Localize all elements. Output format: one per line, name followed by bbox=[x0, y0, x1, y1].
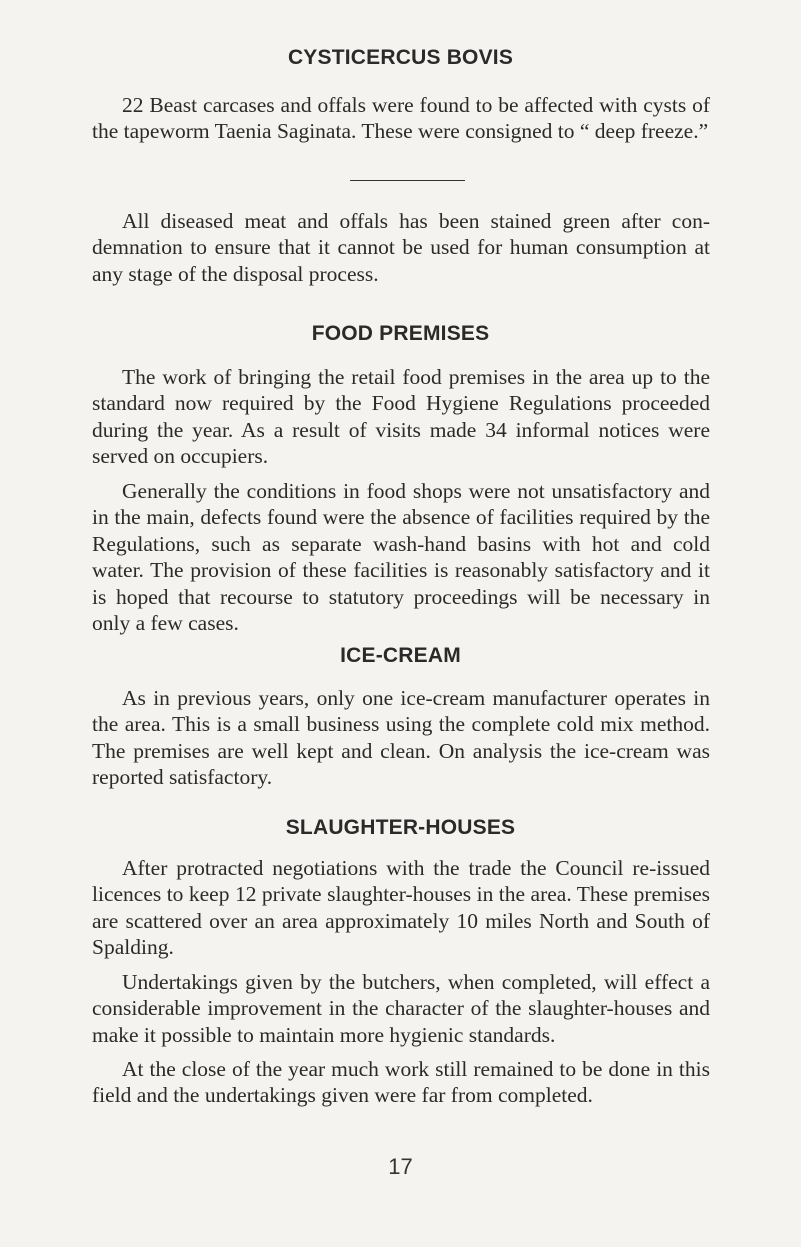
paragraph-slaughter-licences bbox=[92, 855, 710, 961]
paragraph-text: 22 Beast carcases and offals were found to be affected with cysts of the tapeworm Taenia Saginata. These were consigned to “ deep freeze.” bbox=[92, 93, 710, 144]
paragraph-text: All diseased meat and offals has been stained green after con-demnation to ensure that it cannot be used for human consumption at any stage of the disposal process. bbox=[92, 209, 710, 286]
heading-cysticercus-bovis: CYSTICERCUS BOVIS bbox=[287, 46, 514, 69]
paragraph-text: The work of bringing the retail food premises in the area up to the standard now required by the Food Hygiene Regulations proceeded during the year. As a result of visits made 34 informal notices were served on occupiers. bbox=[92, 365, 710, 469]
paragraph-text: After protracted negotiations with the trade the Council re-issued licences to keep 12 private slaughter-houses in the area. These premises are scattered over an area approximately 10 miles North and South of Spalding. bbox=[92, 856, 710, 960]
heading-slaughter-houses: SLAUGHTER-HOUSES bbox=[285, 816, 516, 839]
paragraph-diseased-meat bbox=[92, 208, 710, 287]
paragraph-year-end-work bbox=[92, 1056, 710, 1109]
paragraph-cysticercus-cases bbox=[92, 92, 710, 145]
heading-food-premises: FOOD PREMISES bbox=[311, 322, 490, 345]
paragraph-text: Generally the conditions in food shops were not unsatisfactory and in the main, defects found were the absence of facilities required by the Regulations, such as separate wash-hand basins with hot and cold water. The provision of these facilities is reasonably satisfactory and it is hoped that recourse to statutory proceedings will be necessary in only a few cases. bbox=[92, 479, 710, 636]
paragraph-butcher-undertakings bbox=[92, 969, 710, 1048]
paragraph-food-premises-work bbox=[92, 364, 710, 470]
heading-ice-cream: ICE-CREAM bbox=[340, 644, 461, 667]
paragraph-text: As in previous years, only one ice-cream manufacturer operates in the area. This is a small business using the complete cold mix method. The premises are well kept and clean. On analysis the ice-cream was reported satisfactory. bbox=[92, 686, 710, 790]
paragraph-food-shop-conditions bbox=[92, 478, 710, 636]
paragraph-text: Undertakings given by the butchers, when completed, will effect a considerable improvement in the character of the slaughter-houses and make it possible to maintain more hygienic standards. bbox=[92, 970, 710, 1047]
section-divider-rule bbox=[350, 180, 465, 181]
paragraph-ice-cream bbox=[92, 685, 710, 791]
page-number: 17 bbox=[388, 1154, 413, 1179]
paragraph-text: At the close of the year much work still remained to be done in this field and the undertakings given were far from completed. bbox=[92, 1057, 710, 1108]
